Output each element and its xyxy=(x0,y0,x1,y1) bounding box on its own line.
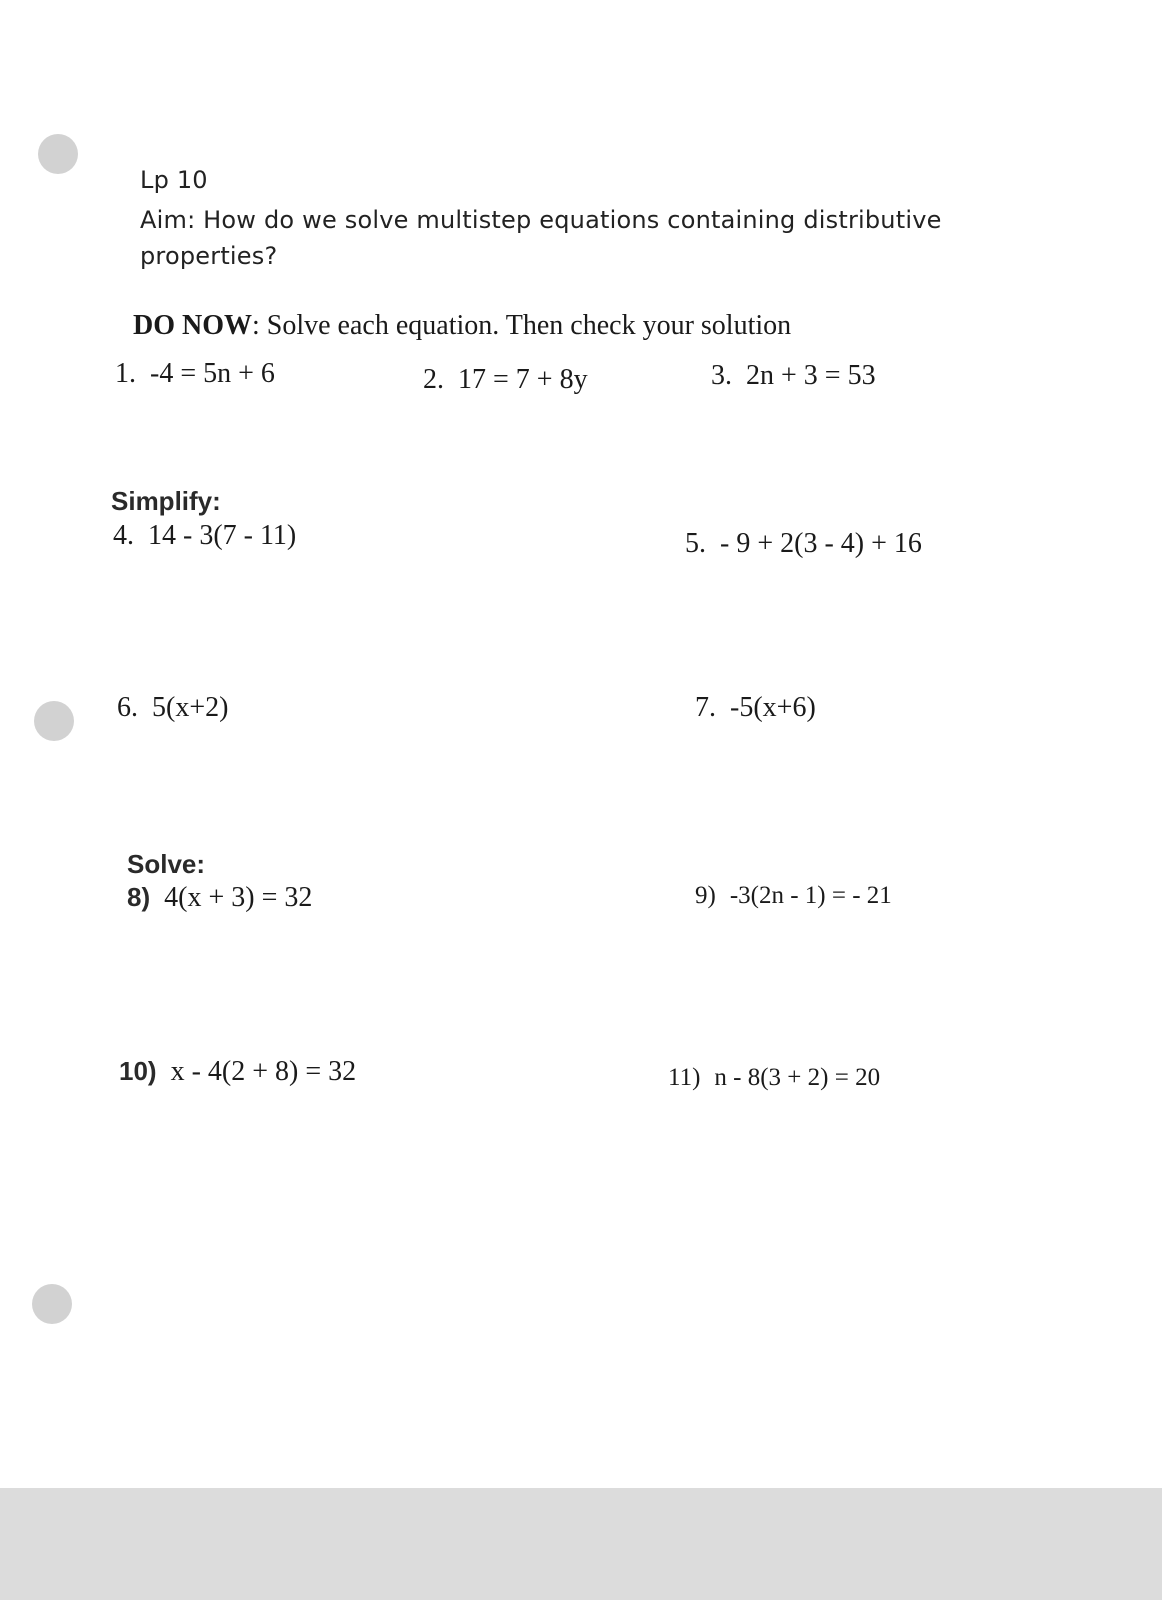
problem-11 xyxy=(668,1064,880,1092)
problem-number: 10) xyxy=(119,1056,157,1086)
problem-10 xyxy=(119,1056,356,1088)
problem-expression: x - 4(2 + 8) = 32 xyxy=(170,1056,357,1087)
problem-number: 9) xyxy=(695,882,716,909)
problem-expression: -3(2n - 1) = - 21 xyxy=(729,882,892,909)
do-now-instructions xyxy=(133,310,791,342)
problem-number: 6. xyxy=(117,692,138,723)
problem-2 xyxy=(423,364,588,396)
problem-8 xyxy=(127,882,312,914)
problem-1 xyxy=(115,358,275,390)
problem-number: 11) xyxy=(668,1064,701,1091)
solve-heading: Solve: xyxy=(127,849,206,879)
problem-7 xyxy=(695,692,816,724)
do-now-label: DO NOW xyxy=(133,310,252,341)
problem-expression: n - 8(3 + 2) = 20 xyxy=(714,1064,881,1091)
do-now-text: : Solve each equation. Then check your solution xyxy=(252,310,792,341)
problem-number: 3. xyxy=(711,360,732,391)
problem-3 xyxy=(711,360,876,392)
problem-6 xyxy=(117,692,228,724)
binder-hole-middle xyxy=(34,701,74,741)
aim-line-1: Aim: How do we solve multistep equations containing distributive xyxy=(140,206,942,234)
problem-expression: -4 = 5n + 6 xyxy=(150,358,275,389)
problem-expression: 17 = 7 + 8y xyxy=(458,364,588,395)
problem-expression: - 9 + 2(3 - 4) + 16 xyxy=(720,528,922,559)
problem-expression: 4(x + 3) = 32 xyxy=(164,882,313,913)
scan-background xyxy=(0,1488,1162,1600)
aim-line-2: properties? xyxy=(140,242,278,270)
problem-number: 4. xyxy=(113,520,134,551)
problem-expression: 5(x+2) xyxy=(152,692,229,723)
problem-5 xyxy=(685,528,922,560)
problem-expression: 2n + 3 = 53 xyxy=(746,360,876,391)
problem-number: 1. xyxy=(115,358,136,389)
problem-4 xyxy=(113,520,296,552)
problem-number: 8) xyxy=(127,882,151,912)
simplify-heading: Simplify: xyxy=(111,486,221,516)
problem-9 xyxy=(695,882,892,910)
problem-expression: -5(x+6) xyxy=(730,692,816,723)
problem-number: 7. xyxy=(695,692,716,723)
lesson-number: Lp 10 xyxy=(140,166,208,194)
binder-hole-bottom xyxy=(32,1284,72,1324)
problem-number: 2. xyxy=(423,364,444,395)
problem-number: 5. xyxy=(685,528,706,559)
problem-expression: 14 - 3(7 - 11) xyxy=(148,520,297,551)
binder-hole-top xyxy=(38,134,78,174)
